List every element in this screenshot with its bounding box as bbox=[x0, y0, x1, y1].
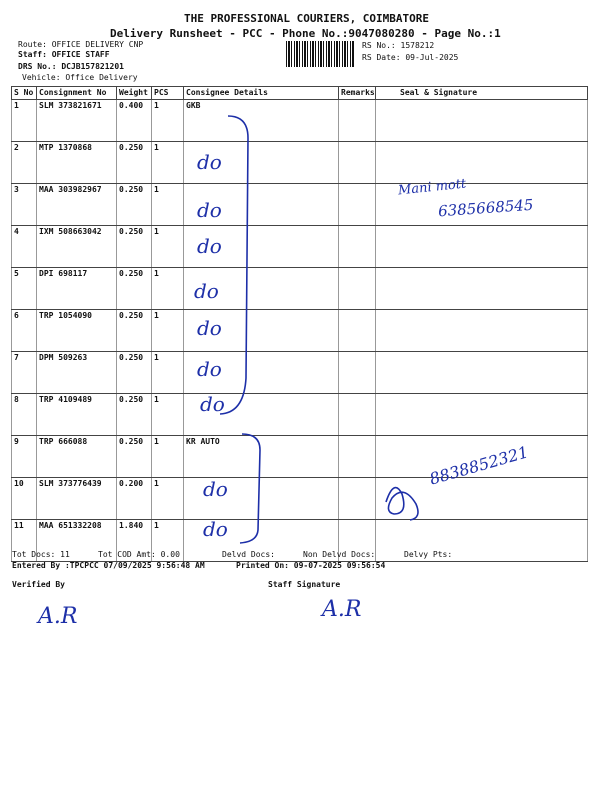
cell-sno: 5 bbox=[12, 268, 37, 310]
column-header: Consignment No bbox=[37, 87, 117, 100]
ditto-mark: do bbox=[203, 517, 228, 541]
signature-row3: Mani mott bbox=[397, 176, 467, 199]
cell-pcs: 1 bbox=[152, 520, 184, 562]
cell-seal bbox=[376, 394, 588, 436]
cell-consignment: TRP 666088 bbox=[37, 436, 117, 478]
table-row bbox=[12, 394, 588, 436]
bracket-mark bbox=[230, 430, 280, 550]
cell-consignment: TRP 4109489 bbox=[37, 394, 117, 436]
cell-pcs: 1 bbox=[152, 436, 184, 478]
ditto-mark: do bbox=[197, 198, 222, 222]
cell-weight: 0.250 bbox=[117, 394, 152, 436]
total-cod: Tot COD Amt: 0.00 bbox=[98, 550, 180, 559]
cell-pcs: 1 bbox=[152, 226, 184, 268]
cell-remarks bbox=[339, 394, 376, 436]
cell-sno: 8 bbox=[12, 394, 37, 436]
verified-initials: A.R bbox=[38, 604, 78, 629]
barcode bbox=[286, 41, 354, 67]
entered-by: Entered By :TPCPCC 07/09/2025 9:56:48 AM bbox=[12, 561, 205, 570]
signature-scribble-icon bbox=[380, 474, 430, 524]
cell-seal bbox=[376, 310, 588, 352]
cell-pcs: 1 bbox=[152, 478, 184, 520]
delivery-points: Delvy Pts: bbox=[404, 550, 453, 559]
table-row bbox=[12, 268, 588, 310]
column-header: S No bbox=[12, 87, 37, 100]
ditto-mark: do bbox=[200, 392, 225, 416]
staff-signature-label: Staff Signature bbox=[268, 580, 341, 589]
ditto-mark: do bbox=[203, 477, 228, 501]
cell-consignment: MAA 651332208 bbox=[37, 520, 117, 562]
cell-consignment: SLM 373776439 bbox=[37, 478, 117, 520]
cell-sno: 1 bbox=[12, 100, 37, 142]
ditto-mark: do bbox=[197, 316, 222, 340]
cell-consignee: KR AUTO bbox=[184, 436, 339, 478]
cell-consignee: GKB bbox=[184, 100, 339, 142]
cell-weight: 0.250 bbox=[117, 268, 152, 310]
cell-consignment: IXM 508663042 bbox=[37, 226, 117, 268]
column-header: Consignee Details bbox=[184, 87, 339, 100]
ditto-mark: do bbox=[197, 150, 222, 174]
printed-on: Printed On: 09-07-2025 09:56:54 bbox=[236, 561, 386, 570]
cell-pcs: 1 bbox=[152, 184, 184, 226]
cell-weight: 0.200 bbox=[117, 478, 152, 520]
cell-pcs: 1 bbox=[152, 352, 184, 394]
cell-sno: 7 bbox=[12, 352, 37, 394]
cell-pcs: 1 bbox=[152, 142, 184, 184]
verified-by-label: Verified By bbox=[12, 580, 65, 589]
bracket-mark bbox=[180, 108, 260, 423]
cell-seal bbox=[376, 226, 588, 268]
cell-remarks bbox=[339, 436, 376, 478]
ditto-mark: do bbox=[194, 279, 219, 303]
cell-remarks bbox=[339, 352, 376, 394]
table-row bbox=[12, 142, 588, 184]
cell-remarks bbox=[339, 184, 376, 226]
rs-date: RS Date: 09-Jul-2025 bbox=[362, 53, 459, 62]
table-row bbox=[12, 310, 588, 352]
table-row bbox=[12, 226, 588, 268]
cell-sno: 9 bbox=[12, 436, 37, 478]
cell-sno: 10 bbox=[12, 478, 37, 520]
cell-weight: 0.250 bbox=[117, 142, 152, 184]
cell-sno: 2 bbox=[12, 142, 37, 184]
column-header: Seal & Signature bbox=[376, 87, 588, 100]
cell-consignment: DPI 698117 bbox=[37, 268, 117, 310]
cell-seal bbox=[376, 100, 588, 142]
cell-sno: 11 bbox=[12, 520, 37, 562]
cell-remarks bbox=[339, 268, 376, 310]
cell-remarks bbox=[339, 478, 376, 520]
cell-consignment: MTP 1370868 bbox=[37, 142, 117, 184]
ditto-mark: do bbox=[197, 234, 222, 258]
staff-label: Staff: OFFICE STAFF bbox=[18, 50, 110, 59]
cell-weight: 0.250 bbox=[117, 226, 152, 268]
cell-sno: 4 bbox=[12, 226, 37, 268]
vehicle-label: Vehicle: Office Delivery bbox=[22, 73, 138, 82]
phone-row10: 8838852321 bbox=[427, 442, 531, 489]
cell-weight: 0.250 bbox=[117, 436, 152, 478]
cell-weight: 0.400 bbox=[117, 100, 152, 142]
cell-pcs: 1 bbox=[152, 268, 184, 310]
table-row bbox=[12, 478, 588, 520]
column-header: Weight bbox=[117, 87, 152, 100]
company-name: THE PROFESSIONAL COURIERS, COIMBATORE bbox=[184, 12, 430, 25]
cell-remarks bbox=[339, 142, 376, 184]
cell-weight: 0.250 bbox=[117, 310, 152, 352]
cell-seal bbox=[376, 142, 588, 184]
cell-seal bbox=[376, 268, 588, 310]
cell-remarks bbox=[339, 310, 376, 352]
column-header: Remarks bbox=[339, 87, 376, 100]
cell-pcs: 1 bbox=[152, 310, 184, 352]
cell-pcs: 1 bbox=[152, 394, 184, 436]
runsheet-table bbox=[11, 86, 588, 562]
staff-initials: A.R bbox=[322, 597, 362, 622]
rs-number: RS No.: 1578212 bbox=[362, 41, 435, 50]
cell-sno: 6 bbox=[12, 310, 37, 352]
runsheet-subtitle: Delivery Runsheet - PCC - Phone No.:9047080280 - Page No.:1 bbox=[110, 27, 501, 40]
drs-number: DRS No.: DCJB157821201 bbox=[18, 62, 124, 71]
cell-remarks bbox=[339, 100, 376, 142]
table-row bbox=[12, 352, 588, 394]
cell-pcs: 1 bbox=[152, 100, 184, 142]
cell-sno: 3 bbox=[12, 184, 37, 226]
cell-consignment: TRP 1054090 bbox=[37, 310, 117, 352]
cell-weight: 0.250 bbox=[117, 184, 152, 226]
cell-consignment: SLM 373821671 bbox=[37, 100, 117, 142]
table-header-row bbox=[12, 87, 588, 100]
non-delivered-docs: Non Delvd Docs: bbox=[303, 550, 376, 559]
cell-weight: 0.250 bbox=[117, 352, 152, 394]
cell-seal bbox=[376, 352, 588, 394]
total-docs: Tot Docs: 11 bbox=[12, 550, 70, 559]
route-label: Route: OFFICE DELIVERY CNP bbox=[18, 40, 144, 49]
cell-weight: 1.840 bbox=[117, 520, 152, 562]
table-row bbox=[12, 100, 588, 142]
ditto-mark: do bbox=[197, 357, 222, 381]
column-header: PCS bbox=[152, 87, 184, 100]
delivered-docs: Delvd Docs: bbox=[222, 550, 275, 559]
cell-remarks bbox=[339, 226, 376, 268]
phone-row3: 6385668545 bbox=[437, 195, 534, 221]
cell-consignment: DPM 509263 bbox=[37, 352, 117, 394]
cell-consignment: MAA 303982967 bbox=[37, 184, 117, 226]
